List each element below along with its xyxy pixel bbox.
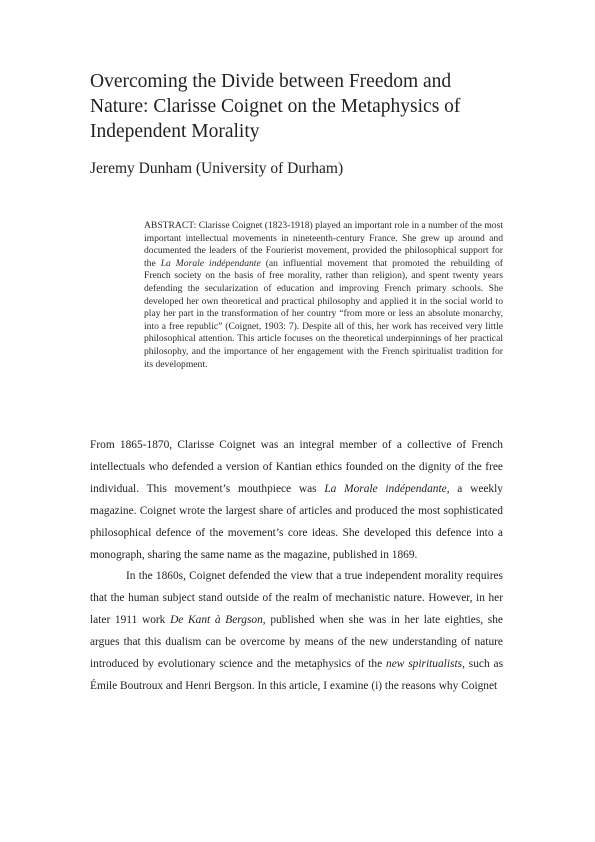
- paragraph-1-italic: La Morale indépendante: [324, 482, 447, 495]
- abstract-italic-title: La Morale indépendante: [160, 257, 261, 269]
- paper-title: Overcoming the Divide between Freedom and Nature: Clarisse Coignet on the Metaphysics of Independent Morality: [90, 71, 461, 142]
- paragraph-2-italic-1: De Kant à Bergson: [170, 614, 263, 627]
- body-text: [90, 435, 503, 698]
- paragraph-2-text-b: , published when she was in her late eighties, she argues that this dualism can be overcome by means of the new understanding of nature introduced by evolutionary science and the metaphysics of the: [90, 614, 503, 671]
- paragraph-1: [90, 435, 503, 566]
- paragraph-2-italic-2: new spiritualists: [386, 658, 463, 671]
- paragraph-2: [90, 566, 503, 697]
- abstract-label: ABSTRACT:: [144, 220, 197, 231]
- paragraph-1-text-continued: , a weekly magazine. Coignet wrote the largest share of articles and produced the most sophisticated philosophical defence of the movement’s core ideas. She developed this defence into a monograph, sharing the same name as the magazine, published in 1869.: [90, 482, 503, 561]
- abstract-text: Clarisse Coignet (1823-1918) played an important role in a number of the most important intellectual movements in nineteenth-century France. She grew up around and documented the leaders of the Fourierist movement, provided the philosophical support for the: [144, 220, 503, 269]
- paragraph-2-text-c: , such as Émile Boutroux and Henri Bergson. In this article, I examine (i) the reasons why Coignet: [90, 658, 504, 692]
- abstract: [144, 220, 503, 371]
- paragraph-2-text: In the 1860s, Coignet defended the view that a true independent morality requires that the human subject stand outside of the realm of mechanistic nature. However, in her later 1911 work: [90, 570, 503, 627]
- paragraph-1-text: From 1865-1870, Clarisse Coignet was an integral member of a collective of French intellectuals who defended a version of Kantian ethics founded on the dignity of the free individual. This movement’s mouthpiece was: [90, 439, 503, 495]
- author-line: Jeremy Dunham (University of Durham): [90, 160, 344, 177]
- abstract-text-continued: (an influential movement that promoted the rebuilding of French society on the basis of free morality, rather than religion), and spent twenty years defending the secularization of education and improving French primary schools. She developed her own theoretical and practical philosophy and applied it in the social world to play her part in the transformation of her country “from more or less an absolute monarchy, into a free republic” (Coignet, 1903: 7). Despite all of this, her work has received very little philosophical attention. This article focuses on the theoretical underpinnings of her practical philosophy, and the importance of her engagement with the French spiritualist tradition for its development.: [144, 257, 503, 370]
